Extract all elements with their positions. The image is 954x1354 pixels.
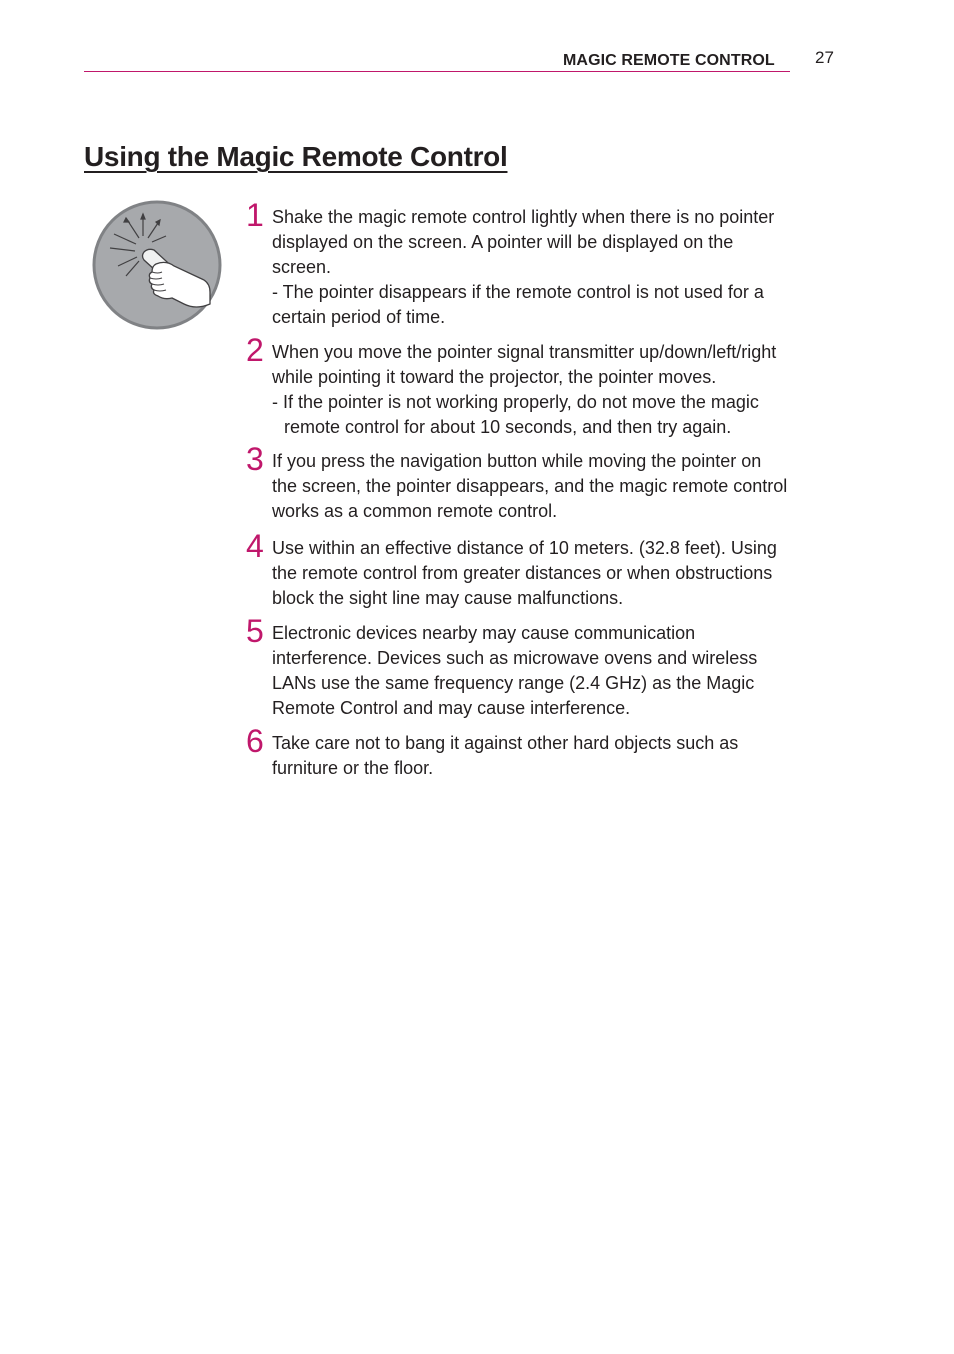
page-number: 27 (815, 48, 834, 67)
step-text: works as a common remote control. (272, 501, 558, 521)
step-text: Shake the magic remote control lightly when there is no pointer (272, 207, 775, 227)
step-text: displayed on the screen. A pointer will be displayed on the (272, 232, 734, 252)
header-rule (84, 71, 790, 72)
step-text: block the sight line may cause malfunctions. (272, 588, 624, 608)
step-number: 4 (246, 528, 264, 564)
step-number: 6 (246, 723, 264, 759)
step-text: Remote Control and may cause interference. (272, 698, 631, 718)
step-note: certain period of time. (272, 307, 446, 327)
step-number: 1 (246, 197, 264, 233)
step-note: - If the pointer is not working properly, do not move the magic (272, 392, 759, 412)
step-text: screen. (272, 257, 332, 277)
step-text: furniture or the floor. (272, 758, 434, 778)
step-text: the screen, the pointer disappears, and the magic remote control (272, 476, 788, 496)
step-number: 2 (246, 332, 264, 368)
step-number: 5 (246, 613, 264, 649)
step-text: Take care not to bang it against other hard objects such as (272, 733, 739, 753)
step-note: remote control for about 10 seconds, and then try again. (284, 417, 732, 437)
step-text: If you press the navigation button while moving the pointer on (272, 451, 762, 471)
page-title: Using the Magic Remote Control (84, 141, 508, 172)
step-text: the remote control from greater distances or when obstructions (272, 563, 773, 583)
step-text: When you move the pointer signal transmitter up/down/left/right (272, 342, 777, 362)
step-text: LANs use the same frequency range (2.4 GHz) as the Magic (272, 673, 755, 693)
step-text: while pointing it toward the projector, the pointer moves. (272, 367, 717, 387)
step-text: Electronic devices nearby may cause communication (272, 623, 696, 643)
step-text: Use within an effective distance of 10 meters. (32.8 feet). Using (272, 538, 777, 558)
hand-shaking-remote-icon (92, 200, 222, 330)
header-section-title: MAGIC REMOTE CONTROL (563, 52, 775, 69)
step-number: 3 (246, 441, 264, 477)
step-note: - The pointer disappears if the remote control is not used for a (272, 282, 764, 302)
step-text: interference. Devices such as microwave ovens and wireless (272, 648, 758, 668)
